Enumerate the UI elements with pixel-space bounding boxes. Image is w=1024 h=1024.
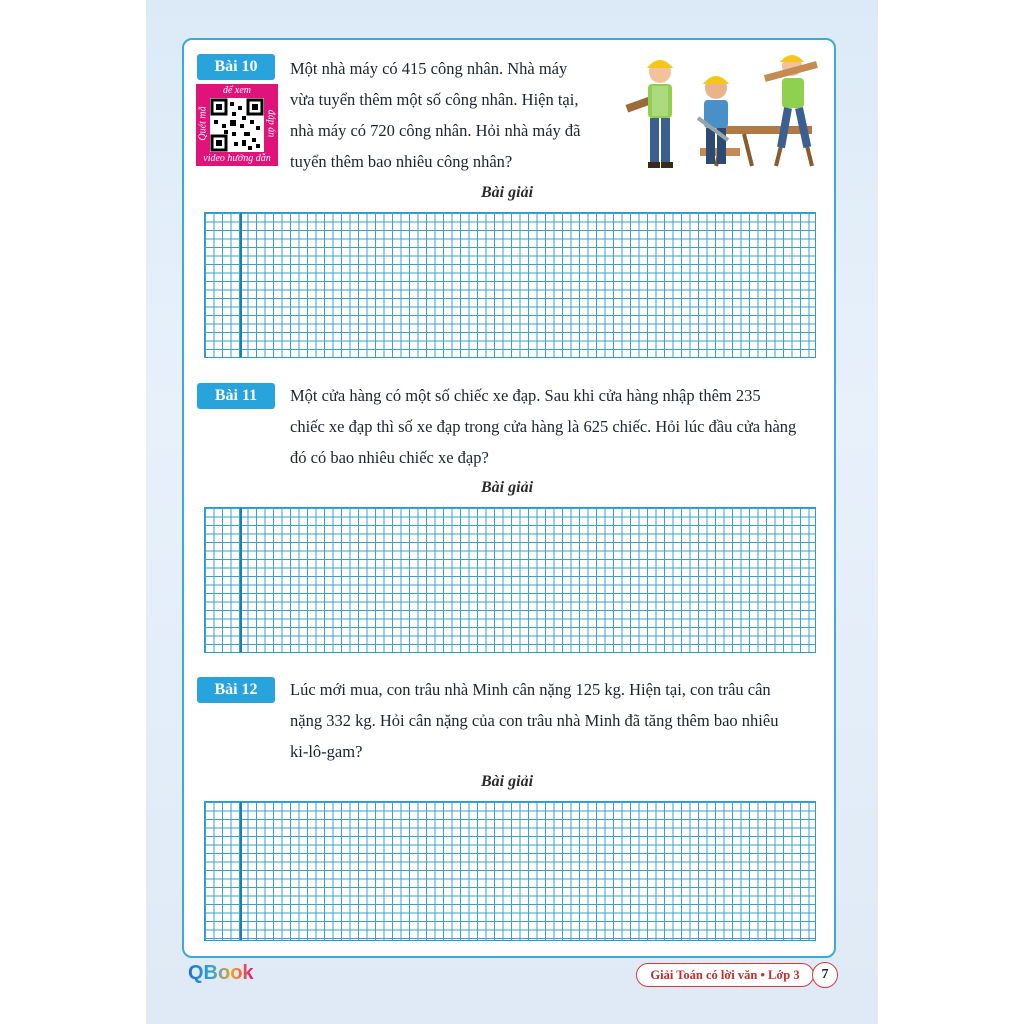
construction-workers-illustration — [624, 48, 820, 172]
problem-11-badge: Bài 11 — [197, 383, 275, 409]
answer-grid-10[interactable] — [204, 212, 816, 358]
solution-heading-12: Bài giải — [481, 773, 534, 790]
qr-caption-right: đáp án — [265, 109, 277, 138]
problem-12-badge: Bài 12 — [197, 677, 275, 703]
book-title-tag: Giải Toán có lời văn • Lớp 3 — [636, 963, 814, 987]
problem-11-line: Một cửa hàng có một số chiếc xe đạp. Sau khi cửa hàng nhập thêm 235 — [290, 386, 761, 405]
qr-caption-left: Quét mã — [197, 106, 209, 141]
publisher-logo — [188, 962, 254, 985]
problem-10-line: tuyển thêm bao nhiêu công nhân? — [290, 152, 513, 171]
problem-10-line: vừa tuyển thêm một số công nhân. Hiện tại, — [290, 90, 579, 109]
solution-heading-10: Bài giải — [481, 184, 534, 201]
qr-caption-bottom: video hướng dẫn — [203, 153, 271, 164]
logo-text: QBook — [188, 962, 254, 984]
qr-code[interactable] — [196, 84, 278, 166]
problem-11-line: chiếc xe đạp thì số xe đạp trong cửa hàng là 625 chiếc. Hỏi lúc đầu cửa hàng — [290, 417, 797, 436]
problem-12-line: ki-lô-gam? — [290, 742, 363, 761]
page-number: 7 — [812, 962, 838, 988]
problem-11-line: đó có bao nhiêu chiếc xe đạp? — [290, 448, 489, 467]
problem-10-text — [290, 53, 581, 177]
problem-10-line: Một nhà máy có 415 công nhân. Nhà máy — [290, 59, 568, 78]
grid-margin-line — [240, 213, 242, 357]
problem-10-line: nhà máy có 720 công nhân. Hỏi nhà máy đã — [290, 121, 581, 140]
solution-heading-11: Bài giải — [481, 479, 534, 496]
grid-margin-line — [240, 508, 242, 652]
answer-grid-12[interactable] — [204, 801, 816, 941]
problem-12-line: nặng 332 kg. Hỏi cân nặng của con trâu nhà Minh đã tăng thêm bao nhiêu — [290, 711, 779, 730]
qr-pattern — [210, 98, 264, 152]
problem-10-badge: Bài 10 — [197, 54, 275, 80]
problem-12-text — [290, 674, 778, 767]
problem-12-line: Lúc mới mua, con trâu nhà Minh cân nặng 125 kg. Hiện tại, con trâu cân — [290, 680, 771, 699]
qr-caption-top: để xem — [222, 85, 252, 96]
answer-grid-11[interactable] — [204, 507, 816, 653]
grid-margin-line — [240, 802, 242, 940]
problem-11-text — [290, 380, 796, 473]
